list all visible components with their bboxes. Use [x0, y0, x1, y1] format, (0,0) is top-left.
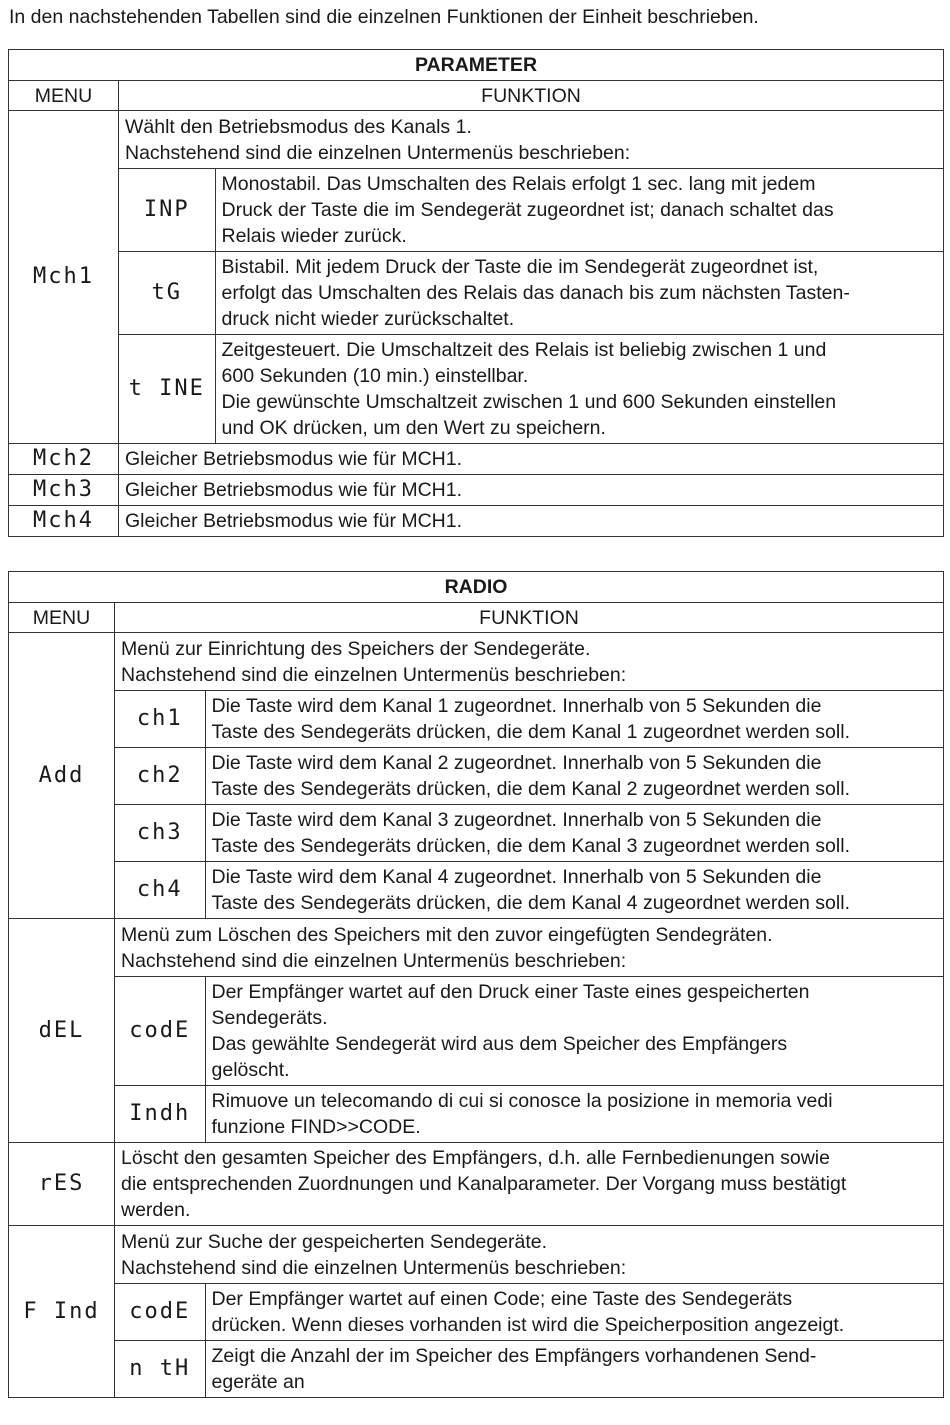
submenu-row	[119, 169, 943, 252]
section-intro	[115, 919, 943, 977]
column-menu: MENU	[9, 603, 115, 633]
function-cell	[115, 1226, 944, 1398]
parameter-table	[8, 49, 944, 537]
submenu-text	[205, 1284, 943, 1341]
text-line: erfolgt das Umschalten des Relais das danach bis zum nächsten Tasten-	[221, 282, 850, 304]
column-menu: MENU	[9, 81, 119, 111]
text-line: Druck der Taste die im Sendegerät zugeordnet ist; danach schaltet das	[221, 199, 834, 221]
column-function: FUNKTION	[119, 81, 944, 111]
section-intro	[115, 633, 943, 691]
text-line: funzione FIND>>CODE.	[211, 1116, 421, 1138]
submenu-code: ch1	[115, 691, 205, 748]
submenu-text	[205, 977, 943, 1086]
submenu-row	[115, 1086, 943, 1143]
text-line: egeräte an	[211, 1371, 305, 1393]
section-intro	[119, 111, 943, 169]
text-line: Das gewählte Sendegerät wird aus dem Speicher des Empfängers	[211, 1033, 788, 1055]
submenu-row	[115, 748, 943, 805]
text-line: Taste des Sendegeräts drücken, die dem Kanal 2 zugeordnet werden soll.	[211, 778, 850, 800]
text-line: Der Empfänger wartet auf einen Code; eine Taste des Sendegeräts	[211, 1288, 793, 1310]
menu-code-add: Add	[9, 633, 115, 919]
text-line: Die Taste wird dem Kanal 4 zugeordnet. Innerhalb von 5 Sekunden die	[211, 866, 822, 888]
text-line: Die Taste wird dem Kanal 2 zugeordnet. Innerhalb von 5 Sekunden die	[211, 752, 822, 774]
submenu-table	[115, 1284, 943, 1397]
text-line: druck nicht wieder zurückschaltet.	[221, 308, 515, 330]
section-intro	[115, 1226, 943, 1284]
text-line: Taste des Sendegeräts drücken, die dem Kanal 3 zugeordnet werden soll.	[211, 835, 850, 857]
text-line: Taste des Sendegeräts drücken, die dem Kanal 4 zugeordnet werden soll.	[211, 892, 850, 914]
submenu-table	[115, 977, 943, 1142]
submenu-row	[119, 252, 943, 335]
menu-code-mch2: Mch2	[9, 444, 119, 475]
table-row	[9, 633, 944, 919]
submenu-row	[119, 335, 943, 444]
submenu-row	[115, 691, 943, 748]
text-line: Rimuove un telecomando di cui si conosce la posizione in memoria vedi	[211, 1090, 833, 1112]
menu-code-del: dEL	[9, 919, 115, 1143]
radio-table	[8, 571, 944, 1398]
submenu-text	[205, 748, 943, 805]
text-line: Nachstehend sind die einzelnen Untermenüs beschrieben:	[125, 142, 631, 164]
text-line: werden.	[121, 1199, 191, 1221]
text-line: 600 Sekunden (10 min.) einstellbar.	[221, 365, 529, 387]
submenu-text	[215, 335, 943, 444]
submenu-code: ch4	[115, 862, 205, 919]
text-line: Menü zum Löschen des Speichers mit den zuvor eingefügten Sendegräten.	[121, 924, 773, 946]
submenu-row	[115, 1341, 943, 1398]
submenu-row	[115, 805, 943, 862]
parameter-title: PARAMETER	[9, 50, 944, 81]
text-line: Zeitgesteuert. Die Umschaltzeit des Relais ist beliebig zwischen 1 und	[221, 339, 827, 361]
table-row	[9, 1226, 944, 1398]
text-line: Nachstehend sind die einzelnen Untermenüs beschrieben:	[121, 1257, 627, 1279]
function-cell	[115, 633, 944, 919]
table-row	[9, 475, 944, 506]
text-line: Menü zur Suche der gespeicherten Sendegeräte.	[121, 1231, 548, 1253]
submenu-text	[205, 1086, 943, 1143]
text-line: Zeigt die Anzahl der im Speicher des Empfängers vorhandenen Send-	[211, 1345, 817, 1367]
submenu-code: tG	[119, 252, 215, 335]
submenu-table	[115, 691, 943, 918]
menu-code-mch3: Mch3	[9, 475, 119, 506]
text-line: Monostabil. Das Umschalten des Relais erfolgt 1 sec. lang mit jedem	[221, 173, 816, 195]
submenu-row	[115, 1284, 943, 1341]
function-text	[115, 1143, 944, 1226]
text-line: Die Taste wird dem Kanal 3 zugeordnet. Innerhalb von 5 Sekunden die	[211, 809, 822, 831]
text-line: Wählt den Betriebsmodus des Kanals 1.	[125, 116, 472, 138]
function-text: Gleicher Betriebsmodus wie für MCH1.	[119, 444, 944, 475]
table-row	[9, 1143, 944, 1226]
submenu-row	[115, 977, 943, 1086]
text-line: Der Empfänger wartet auf den Druck einer Taste eines gespeicherten	[211, 981, 810, 1003]
submenu-text	[205, 1341, 943, 1398]
column-function: FUNKTION	[115, 603, 944, 633]
submenu-table	[119, 169, 943, 443]
menu-code-res: rES	[9, 1143, 115, 1226]
table-row	[9, 506, 944, 537]
submenu-code: ch2	[115, 748, 205, 805]
submenu-code: codE	[115, 1284, 205, 1341]
submenu-code: codE	[115, 977, 205, 1086]
table-row	[9, 444, 944, 475]
submenu-code: t INE	[119, 335, 215, 444]
function-text: Gleicher Betriebsmodus wie für MCH1.	[119, 475, 944, 506]
menu-code-find: F Ind	[9, 1226, 115, 1398]
text-line: Nachstehend sind die einzelnen Untermenüs beschrieben:	[121, 950, 627, 972]
text-line: Nachstehend sind die einzelnen Untermenüs beschrieben:	[121, 664, 627, 686]
submenu-text	[205, 691, 943, 748]
submenu-text	[215, 252, 943, 335]
text-line: und OK drücken, um den Wert zu speichern.	[221, 417, 606, 439]
text-line: Bistabil. Mit jedem Druck der Taste die im Sendegerät zugeordnet ist,	[221, 256, 819, 278]
function-cell	[115, 919, 944, 1143]
table-row	[9, 919, 944, 1143]
submenu-code: Indh	[115, 1086, 205, 1143]
text-line: Die Taste wird dem Kanal 1 zugeordnet. Innerhalb von 5 Sekunden die	[211, 695, 822, 717]
submenu-row	[115, 862, 943, 919]
text-line: Taste des Sendegeräts drücken, die dem Kanal 1 zugeordnet werden soll.	[211, 721, 850, 743]
text-line: Sendegeräts.	[211, 1007, 328, 1029]
function-cell	[119, 111, 944, 444]
submenu-text	[215, 169, 943, 252]
submenu-text	[205, 805, 943, 862]
menu-code-mch4: Mch4	[9, 506, 119, 537]
text-line: Menü zur Einrichtung des Speichers der Sendegeräte.	[121, 638, 591, 660]
submenu-text	[205, 862, 943, 919]
intro-text: In den nachstehenden Tabellen sind die einzelnen Funktionen der Einheit beschrieben.	[9, 6, 759, 28]
text-line: Löscht den gesamten Speicher des Empfängers, d.h. alle Fernbedienungen sowie	[121, 1147, 830, 1169]
text-line: die entsprechenden Zuordnungen und Kanalparameter. Der Vorgang muss bestätigt	[121, 1173, 847, 1195]
submenu-code: INP	[119, 169, 215, 252]
submenu-code: ch3	[115, 805, 205, 862]
function-text: Gleicher Betriebsmodus wie für MCH1.	[119, 506, 944, 537]
radio-title: RADIO	[9, 572, 944, 603]
text-line: drücken. Wenn dieses vorhanden ist wird die Speicherposition angezeigt.	[211, 1314, 845, 1336]
menu-code-mch1: Mch1	[9, 111, 119, 444]
table-row	[9, 111, 944, 444]
text-line: Relais wieder zurück.	[221, 225, 407, 247]
submenu-code: n tH	[115, 1341, 205, 1398]
text-line: gelöscht.	[211, 1059, 290, 1081]
text-line: Die gewünschte Umschaltzeit zwischen 1 und 600 Sekunden einstellen	[221, 391, 837, 413]
